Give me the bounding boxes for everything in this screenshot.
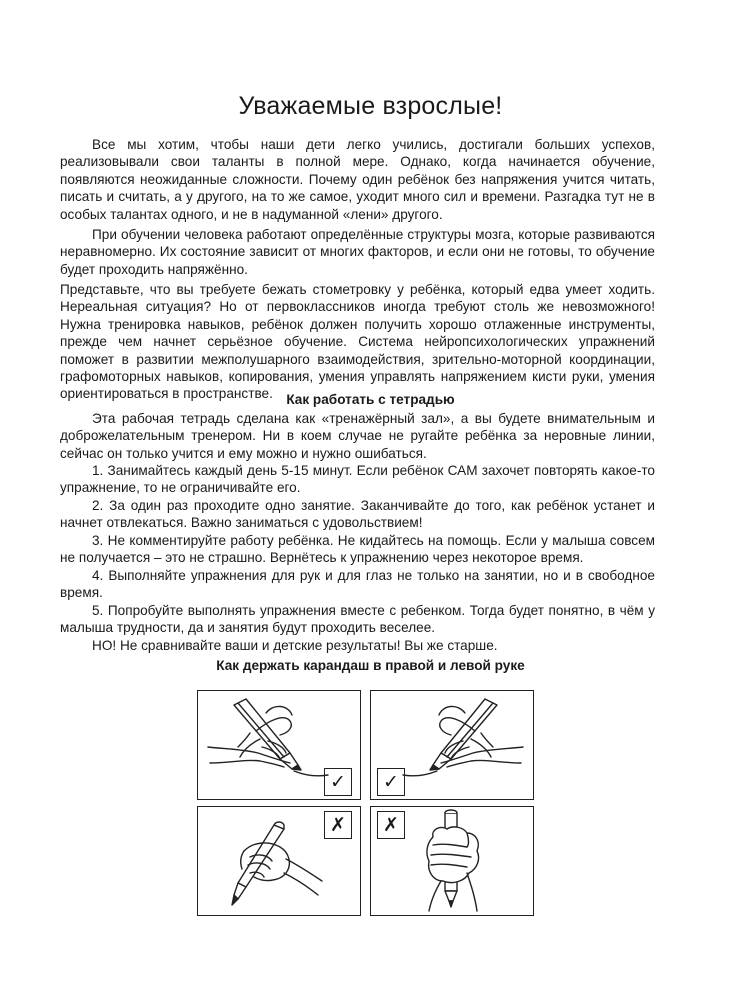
intro-paragraph-1: Все мы хотим, чтобы наши дети легко учились, достигали больших успехов, реализовывали свои таланты в полной мере. Однако, когда начинается обучение, появляются неожиданные сложности. Почему один ребёнок без напряжения учится читать, писать и считать, а у другого, на то же самое, уходит много сил и времени. Разгадка тут не в особых талантах одного, и не в надуманной «лени» другого. [60, 137, 655, 222]
check-mark-icon: ✓ [324, 768, 352, 796]
section-paragraph-1: Эта рабочая тетрадь сделана как «тренажёрный зал», а вы будете внимательным и доброжелательным тренером. Ни в коем случае не ругайте ребёнка за неровные линии, сейчас он только учится и ему можно и нужно ошибаться. [60, 411, 655, 461]
warning-paragraph: НО! Не сравнивайте ваши и детские результаты! Вы же старше. [92, 638, 498, 653]
rule-2: 2. За один раз проходите одно занятие. Заканчивайте до того, как ребёнок устанет и начнет отвлекаться. Важно заниматься с удовольствием! [60, 498, 655, 531]
section-title: Как работать с тетрадью [286, 392, 455, 407]
illustration-right-hand-correct [197, 690, 361, 800]
intro-paragraph-2: При обучении человека работают определённые структуры мозга, которые развиваются неравномерно. Их состояние зависит от многих факторов, и если они не готовы, то обучение будет проходить напряжённо. [60, 227, 655, 277]
illustration-fist-grip-wrong [197, 806, 361, 916]
rule-5: 5. Попробуйте выполнять упражнения вместе с ребенком. Тогда будет понятно, в чём у малыша трудности, да и занятия будут проходить веселее. [60, 603, 655, 636]
check-mark-icon: ✓ [377, 768, 405, 796]
illustration-left-hand-correct [370, 690, 534, 800]
page-title: Уважаемые взрослые! [238, 92, 503, 120]
figure-title: Как держать карандаш в правой и левой руке [216, 658, 525, 673]
cross-mark-icon: ✗ [377, 811, 405, 839]
intro-paragraph-3: Представьте, что вы требуете бежать стометровку у ребёнка, который едва умеет ходить. Нереальная ситуация? Но от первоклассников иногда требуют столь же невозможного! Нужна тренировка навыков, ребёнок должен получить хорошо отлаженные инструменты, прежде чем начнет серьёзное обучение. Система нейропсихологических упражнений поможет в развитии межполушарного взаимодействия, зрительно-моторной координации, графомоторных навыков, копирования, умения управлять напряжением кисти руки, умения ориентироваться в пространстве. [60, 282, 655, 402]
rule-3: 3. Не комментируйте работу ребёнка. Не кидайтесь на помощь. Если у малыша совсем не получается – это не страшно. Вернётесь к упражнению через некоторое время. [60, 533, 655, 566]
cross-mark-icon: ✗ [324, 811, 352, 839]
rule-4: 4. Выполняйте упражнения для рук и для глаз не только на занятии, но и в свободное время. [60, 568, 655, 601]
rule-1: 1. Занимайтесь каждый день 5-15 минут. Если ребёнок САМ захочет повторять какое-то упражнение, то не ограничивайте его. [60, 463, 655, 496]
illustration-vertical-grip-wrong [370, 806, 534, 916]
